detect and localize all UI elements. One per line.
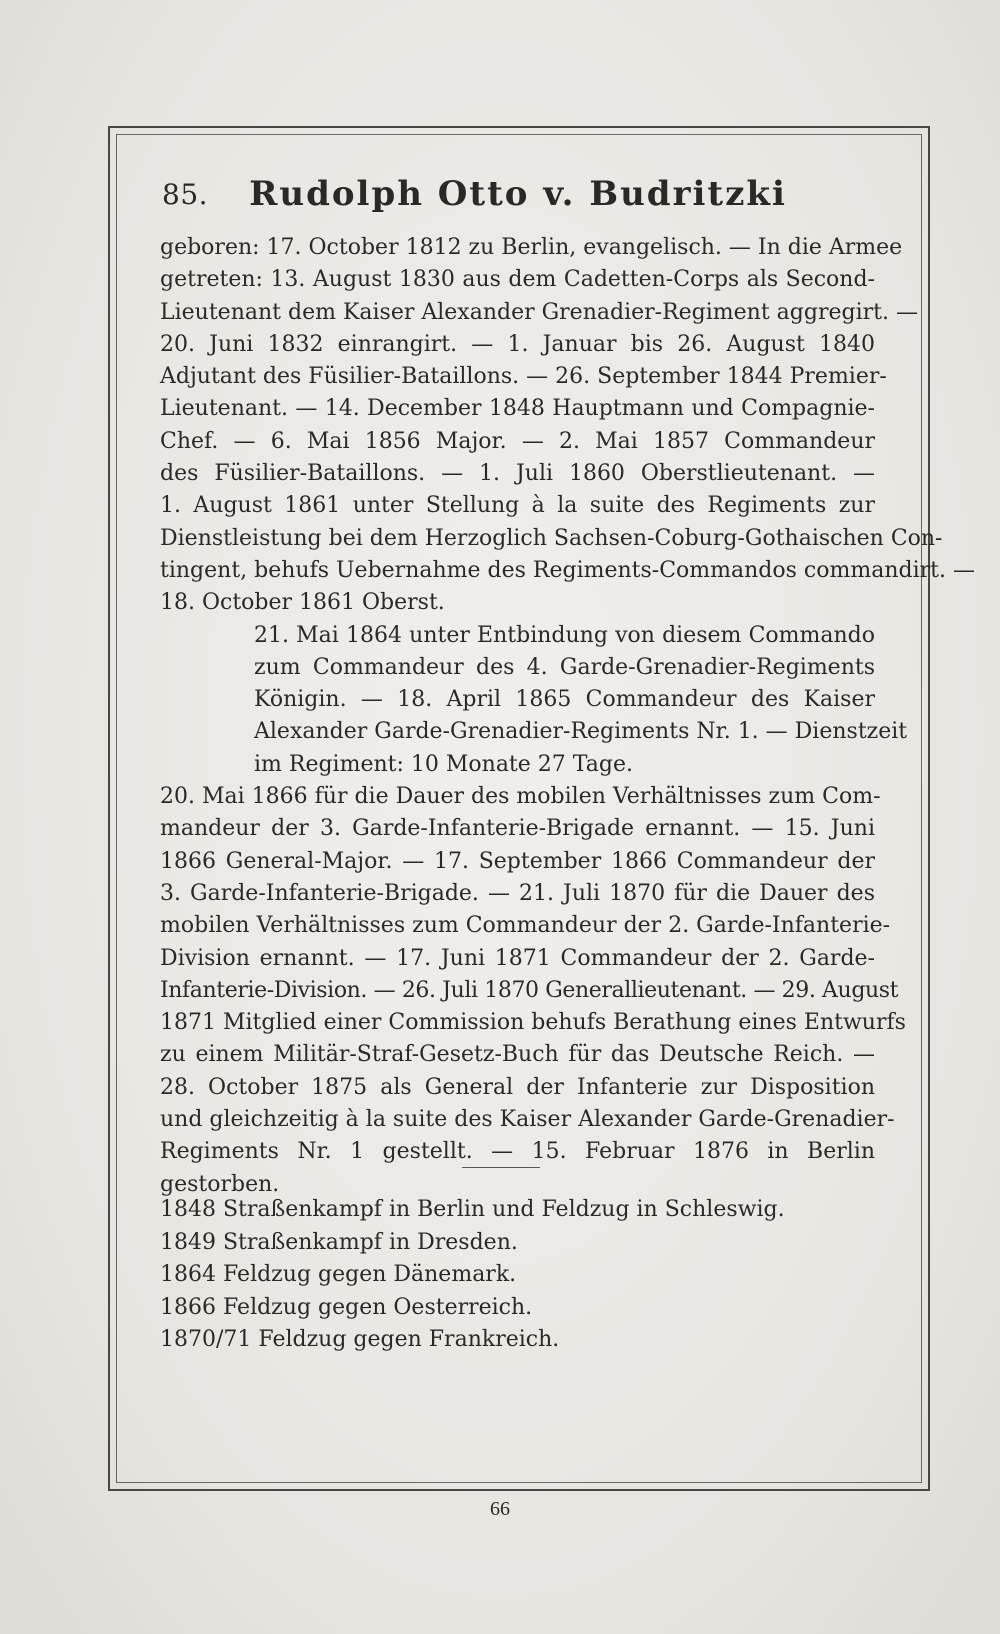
biography-line: Adjutant des Füsilier-Bataillons. — 26. September 1844 Premier- — [160, 364, 887, 390]
biography-line: Lieutenant. — 14. December 1848 Hauptmann und Compagnie- — [160, 396, 875, 422]
biography-line: Chef. — 6. Mai 1856 Major. — 2. Mai 1857 Commandeur — [160, 428, 875, 454]
biography-line: 1871 Mitglied einer Commission behufs Berathung eines Entwurfs — [160, 1010, 906, 1036]
biography-line: mandeur der 3. Garde-Infanterie-Brigade ernannt. — 15. Juni — [160, 816, 875, 842]
campaign-item: 1870/71 Feldzug gegen Frankreich. — [160, 1327, 560, 1352]
biography-line: gestorben. — [160, 1171, 280, 1197]
entry-name: Rudolph Otto v. Budritzki — [249, 174, 787, 214]
biography-line: 20. Juni 1832 einrangirt. — 1. Januar bis 26. August 1840 — [160, 331, 875, 357]
campaign-list — [160, 1194, 875, 1357]
biography-line: im Regiment: 10 Monate 27 Tage. — [254, 751, 633, 777]
biography-line: 21. Mai 1864 unter Entbindung von diesem Commando — [254, 622, 875, 648]
biography-line: Alexander Garde-Grenadier-Regiments Nr. 1. — Dienstzeit — [254, 719, 908, 745]
biography-line: 3. Garde-Infanterie-Brigade. — 21. Juli 1870 für die Dauer des — [160, 880, 875, 906]
page-number: 66 — [490, 1498, 510, 1520]
biography-line: 20. Mai 1866 für die Dauer des mobilen Verhältnisses zum Com- — [160, 784, 881, 810]
biography-line: mobilen Verhältnisses zum Commandeur der 2. Garde-Infanterie- — [160, 913, 891, 939]
biography-line: 1. August 1861 unter Stellung à la suite des Regiments zur — [160, 493, 875, 519]
biography-line: getreten: 13. August 1830 aus dem Cadetten-Corps als Second- — [160, 267, 875, 293]
entry-number: 85. — [162, 178, 209, 211]
biography-line: Lieutenant dem Kaiser Alexander Grenadier-Regiment aggregirt. — — [160, 299, 918, 325]
campaign-item: 1864 Feldzug gegen Dänemark. — [160, 1262, 517, 1287]
campaign-item: 1848 Straßenkampf in Berlin und Feldzug in Schleswig. — [160, 1197, 785, 1222]
biography-line: 18. October 1861 Oberst. — [160, 590, 445, 616]
campaign-item: 1866 Feldzug gegen Oesterreich. — [160, 1294, 533, 1320]
biography-line: Dienstleistung bei dem Herzoglich Sachsen-Coburg-Gothaischen Con- — [160, 525, 943, 551]
biography-line: 1866 General-Major. — 17. September 1866 Commandeur der — [160, 848, 875, 874]
entry-header — [162, 172, 874, 222]
biography-line: Infanterie-Division. — 26. Juli 1870 Generallieutenant. — 29. August — [160, 977, 899, 1003]
biography-line: und gleichzeitig à la suite des Kaiser Alexander Garde-Grenadier- — [160, 1107, 895, 1133]
section-divider — [462, 1167, 540, 1168]
biography-line: geboren: 17. October 1812 zu Berlin, evangelisch. — In die Armee — [160, 235, 903, 260]
biography-line: zum Commandeur des 4. Garde-Grenadier-Regiments — [254, 654, 875, 680]
biography-line: 28. October 1875 als General der Infanterie zur Disposition — [160, 1074, 875, 1100]
campaign-item: 1849 Straßenkampf in Dresden. — [160, 1229, 518, 1255]
biography-text — [160, 232, 975, 1201]
biography-line: Regiments Nr. 1 gestellt. — 15. Februar 1876 in Berlin — [160, 1139, 875, 1165]
biography-line: zu einem Militär-Straf-Gesetz-Buch für das Deutsche Reich. — — [160, 1042, 875, 1068]
biography-line: Division ernannt. — 17. Juni 1871 Commandeur der 2. Garde- — [160, 945, 875, 971]
biography-line: tingent, behufs Uebernahme des Regiments-Commandos commandirt. — — [160, 557, 975, 583]
biography-line: des Füsilier-Bataillons. — 1. Juli 1860 Oberstlieutenant. — — [160, 461, 875, 487]
biography-line: Königin. — 18. April 1865 Commandeur des Kaiser — [254, 687, 875, 713]
